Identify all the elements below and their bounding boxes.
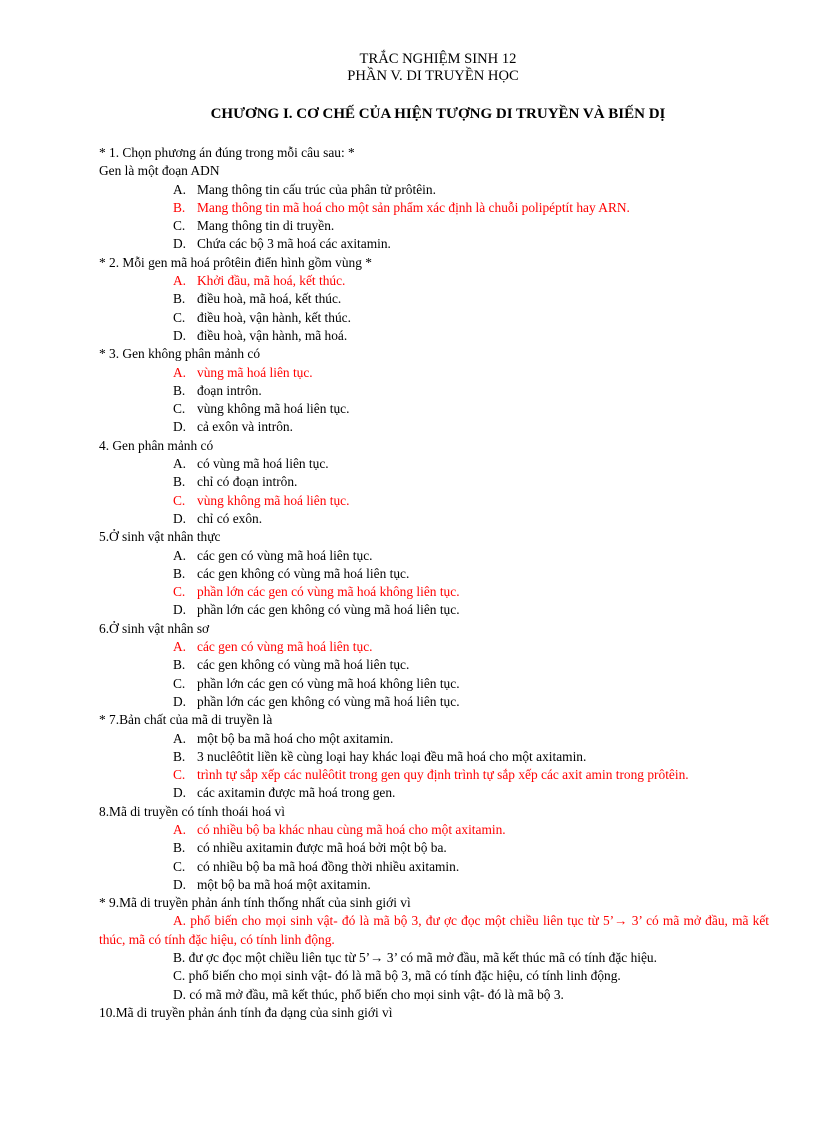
q1-option-c: C. Mang thông tin di truyền. (173, 218, 335, 234)
question-3-stem: * 3. Gen không phân mảnh có (99, 346, 261, 362)
q9-option-c: C. phổ biến cho mọi sinh vật- đó là mã bộ 3, mã có tính đặc hiệu, có tính linh động. (173, 968, 621, 984)
q6-option-a-correct: A. các gen có vùng mã hoá liên tục. (173, 639, 373, 655)
q5-option-c-correct: C. phần lớn các gen có vùng mã hoá không liên tục. (173, 584, 460, 600)
question-6-stem: 6.Ở sinh vật nhân sơ (99, 620, 210, 636)
q6-option-b: B. các gen không có vùng mã hoá liên tục. (173, 657, 410, 673)
q7-option-d: D. các axitamin được mã hoá trong gen. (173, 785, 396, 801)
q1-option-b-correct: B. Mang thông tin mã hoá cho một sản phẩm xác định là chuỗi polipéptít hay ARN. (173, 199, 630, 215)
question-1-stem: Gen là một đoạn ADN (99, 163, 220, 179)
question-4-stem: 4. Gen phân mảnh có (99, 437, 214, 453)
q6-option-c: C. phần lớn các gen có vùng mã hoá không liên tục. (173, 675, 460, 691)
q8-option-a-correct: A. có nhiều bộ ba khác nhau cùng mã hoá cho một axitamin. (173, 821, 506, 837)
q3-option-b: B. đoạn intrôn. (173, 382, 262, 398)
q3-option-c: C. vùng không mã hoá liên tục. (173, 401, 350, 417)
q7-option-a: A. một bộ ba mã hoá cho một axitamin. (173, 730, 394, 746)
q7-option-b: B. 3 nuclêôtit liền kề cùng loại hay khác loại đều mã hoá cho một axitamin. (173, 748, 587, 764)
q9-option-b: B. đư ợc đọc một chiều liên tục từ 5’→ 3’ có mã mở đầu, mã kết thúc mã có tính đặc hiệu. (173, 950, 657, 966)
instruction-line: * 1. Chọn phương án đúng trong mỗi câu sau: * (99, 145, 355, 160)
q5-option-a: A. các gen có vùng mã hoá liên tục. (173, 547, 373, 563)
q9-option-a-correct: A. phổ biến cho mọi sinh vật- đó là mã bộ 3, đư ợc đọc một chiều liên tục từ 5’→ 3’ có mã mở đầu, mã kết thúc, mã có tính đặc hiệu, có tính linh động. (99, 913, 769, 947)
q1-option-a: A. Mang thông tin cấu trúc của phân tử prôtêin. (173, 181, 436, 197)
q3-option-d: D. cả exôn và intrôn. (173, 419, 293, 435)
question-7-stem: * 7.Bản chất của mã di truyền là (99, 712, 273, 728)
question-5-stem: 5.Ở sinh vật nhân thực (99, 529, 221, 545)
question-9-stem: * 9.Mã di truyền phản ánh tính thống nhất của sinh giới vì (99, 895, 411, 911)
chapter-heading: CHƯƠNG I. CƠ CHẾ CỦA HIỆN TƯỢNG DI TRUYỀN VÀ BIẾN DỊ (210, 106, 666, 122)
question-10-stem: 10.Mã di truyền phản ánh tính đa dạng của sinh giới vì (99, 1004, 393, 1020)
q5-option-b: B. các gen không có vùng mã hoá liên tục. (173, 565, 410, 581)
q2-option-a-correct: A. Khởi đầu, mã hoá, kết thúc. (173, 273, 346, 289)
document-part-title: PHẦN V. DI TRUYỀN HỌC (347, 68, 519, 84)
q1-option-d: D. Chứa các bộ 3 mã hoá các axitamin. (173, 236, 391, 252)
q9-option-d: D. có mã mở đầu, mã kết thúc, phổ biến cho mọi sinh vật- đó là mã bộ 3. (173, 986, 564, 1002)
q4-option-d: D. chỉ có exôn. (173, 510, 263, 526)
q8-option-c: C. có nhiều bộ ba mã hoá đồng thời nhiều axitamin. (173, 858, 460, 874)
document-title: TRẮC NGHIỆM SINH 12 (359, 51, 517, 67)
q5-option-d: D. phần lớn các gen không có vùng mã hoá liên tục. (173, 602, 460, 618)
q2-option-c: C. điều hoà, vận hành, kết thúc. (173, 309, 351, 325)
q8-option-d: D. một bộ ba mã hoá một axitamin. (173, 876, 371, 892)
question-2-stem: * 2. Mỗi gen mã hoá prôtêin điển hình gồm vùng * (99, 254, 372, 270)
q2-option-b: B. điều hoà, mã hoá, kết thúc. (173, 291, 342, 307)
question-8-stem: 8.Mã di truyền có tính thoái hoá vì (99, 803, 285, 819)
q3-option-a-correct: A. vùng mã hoá liên tục. (173, 364, 313, 380)
q2-option-d: D. điều hoà, vận hành, mã hoá. (173, 327, 348, 343)
q4-option-a: A. có vùng mã hoá liên tục. (173, 456, 329, 472)
q7-option-c-correct: C. trình tự sắp xếp các nulêôtit trong gen quy định trình tự sắp xếp các axit amin trong prôtêin. (173, 767, 689, 783)
q8-option-b: B. có nhiều axitamin được mã hoá bởi một bộ ba. (173, 840, 447, 856)
q6-option-d: D. phần lớn các gen không có vùng mã hoá liên tục. (173, 693, 460, 709)
q4-option-c-correct: C. vùng không mã hoá liên tục. (173, 492, 350, 508)
q4-option-b: B. chỉ có đoạn intrôn. (173, 474, 298, 490)
question-list (99, 144, 779, 1022)
